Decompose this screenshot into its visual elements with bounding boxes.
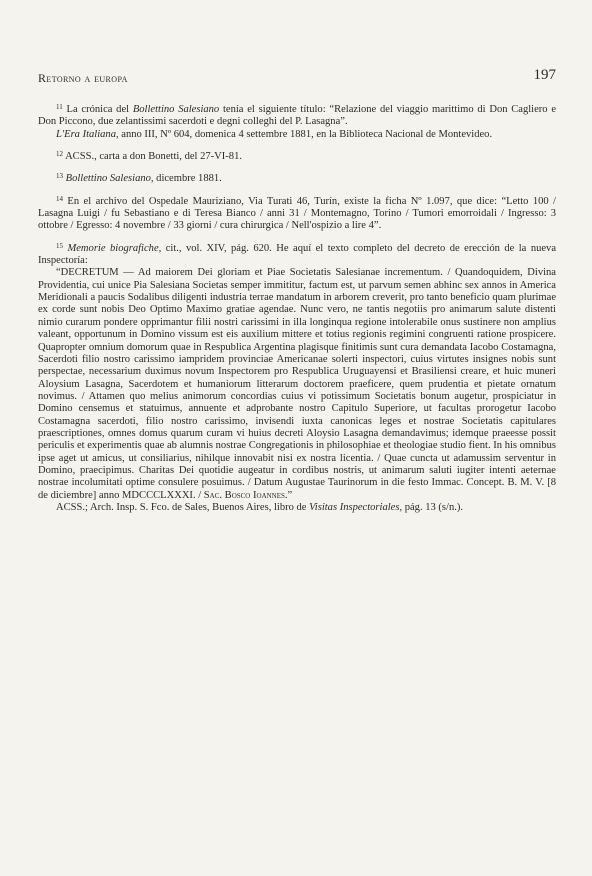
footnote-ref: 11 bbox=[56, 103, 63, 111]
footnote-12: $^{12}$ ACSS., carta a don Bonetti, del 27-VI-81. bbox=[56, 150, 242, 163]
decree-text: “DECRETUM — Ad maiorem Dei gloriam et Piae Societatis Salesianae incrementum. / Quandoquidem, Divina Providentia, cui unice Pia Salesiana Societas semper immititur, factum est, ut parvum semen abhinc sex annos in America Meridionali a paucis Sodalibus diligenti industria terrae mandatum in arborem creverit, pro tanto beneficio quam plurimae ex corde sunt nobis Deo Optimo Maximo gratiae agendae. Nunc vero, ne tantis negotiis pro animarum salute distenti nimio curarum pondere opprimantur filii nostri carissimi in illa longinqua regione intolerabile onus sustinere non amplius valeant, opportunum in Domino vissum est eis auxilium mittere et totius regionis regimini congruenti ratione prospicere. Quapropter omnium domorum quae in Respublica Argentina plagisque finitimis sunt cura demandata Iacobo Costamagna, Sacerdoti filio nostro carissimo iampridem provinciae Americanae solerti inspectori, cuius virtutes insignes nobis sunt perspectae, necessarium duximus novum Inspectorem pro Respublica Uruguayensi et Brasiliensi creare, et huic muneri Aloysium Lasagna, Sacerdotem et humaniorum litterarum doctorem praeficere, quem prudentia et pietate ornatum novimus. / Attamen quo melius animorum concordias cuius vi potissimum Societatis bonum augetur, prospiciatur in Domino censemus et statuimus, annuente et adprobante nostro Capitulo Superiore, ut facultas prorogetur Iacobo Costamagna sacerdoti, filio nostro carissimo, invisendi iuxta canonicas leges et nostrae Societatis capitulares praescriptiones, omnes domus quarum curam vi huius decreti Aloysio Lasagna demandavimus; idemque praeesse possit periculis et experimentis quae ab alumnis nostrae Congregationis in philosophiae et theologiae studio fient. In his omnibus ipse aget ut amicus, ut consiliarius, nihilque innovabit nisi ex nostra licentia. / Quae cuncta ut adamussim serventur in Domino, praecipimus. Charitas Dei quotidie augeatur in cordibus nostris, ut animarum saluti iugiter intenti aeternae nostrae incolumitati optime consulere posuimus. / Datum Augustae Taurinorum in die festo Immac. Concept. B. M. V. [8 de diciembre] anno MDCCCLXXXI. / Sac. Bosco Ioannes.” bbox=[38, 267, 556, 501]
footnotes bbox=[38, 101, 556, 514]
footnote-ref: 13 bbox=[56, 172, 63, 181]
footnote-14: $^{14}$ En el archivo del Ospedale Mauriziano, Via Turati 46, Turín, existe la ficha Nº 1.097, que dice: “Letto 100 / Lasagna Luigi / fu Sebastiano e di Teresa Bianco / anni 31 / Montemagno, Torino / Tumori emorroidali / Ingresso: 3 ottobre / Egresso: 4 novembre / 33 giorni / cura chirurgica / Nell'ospizio a lire 4”. bbox=[38, 194, 556, 232]
page-number: 197 bbox=[533, 67, 556, 83]
footnote-13: $^{13}$ Bollettino Salesiano, dicembre 1881. bbox=[56, 172, 222, 185]
archive-reference: ACSS.; Arch. Insp. S. Fco. de Sales, Buenos Aires, libro de Visitas Inspectoriales, pág. 13 (s/n.). bbox=[56, 501, 464, 513]
page-header bbox=[38, 67, 556, 89]
footnote-11: $^{11}$ La crónica del Bollettino Salesiano tenía el siguiente título: “Relazione del viaggio marittimo di Don Cagliero e Don Piccono, due zelantissimi sacerdoti e degni colleghi del P. Lasagna”. bbox=[38, 103, 557, 128]
footnote-ref: 14 bbox=[56, 194, 63, 203]
footnote-ref: 12 bbox=[56, 150, 63, 159]
footnote-ref: 15 bbox=[56, 241, 63, 250]
decree-signature: Sac. Bosco Ioannes.” bbox=[203, 489, 293, 501]
footnote-15: $^{15}$ Memorie biografiche, cit., vol. XIV, pág. 620. He aquí el texto completo del decreto de erección de la nueva Inspectoría: bbox=[38, 241, 556, 267]
running-title: Retorno a europa bbox=[38, 71, 128, 85]
footnote-11-continuation: L'Era Italiana, anno III, Nº 604, domenica 4 settembre 1881, en la Biblioteca Nacional de Montevideo. bbox=[56, 128, 493, 140]
